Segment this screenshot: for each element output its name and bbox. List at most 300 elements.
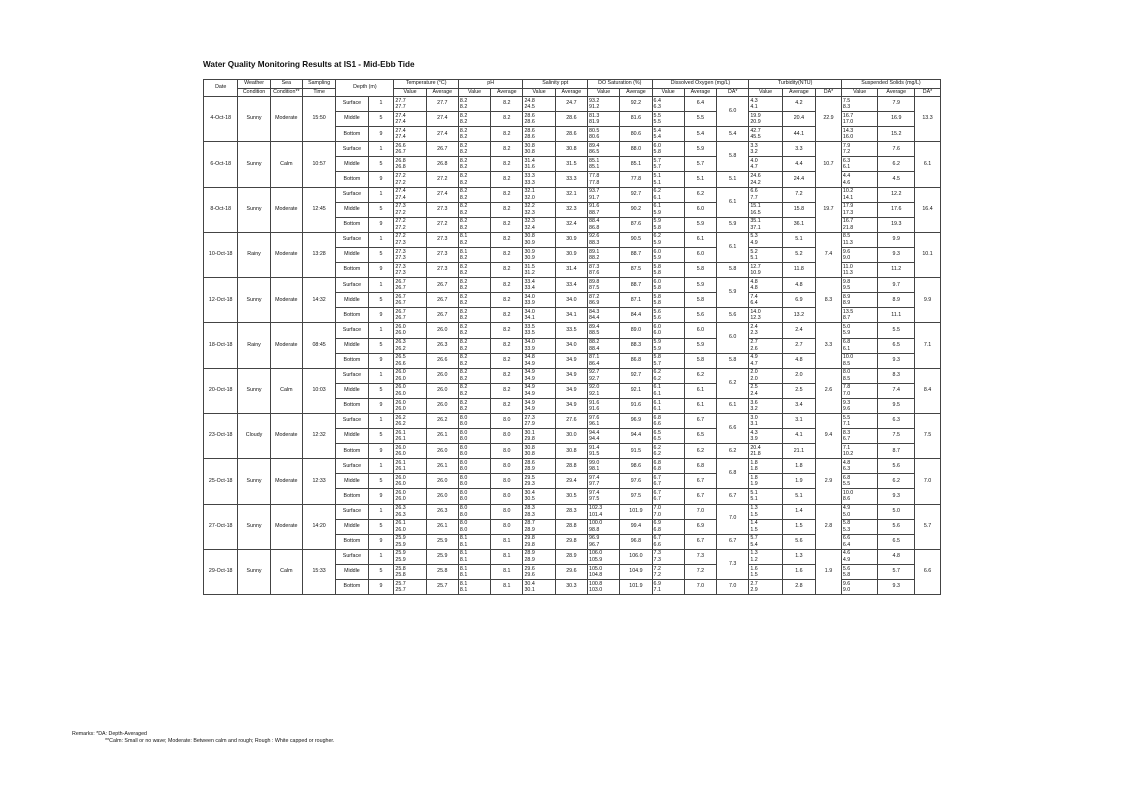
- ph-average: 8.0: [491, 444, 523, 459]
- salinity-average: 34.1: [555, 308, 587, 323]
- temperature-values: [394, 474, 426, 489]
- ph-values-reading-1: 8.2: [459, 278, 468, 285]
- ph-values: [458, 142, 490, 157]
- layer-name-cell: Surface: [336, 278, 368, 293]
- dissolved-oxygen-values-reading-2: 6.2: [653, 451, 661, 458]
- dissolved-oxygen-values: [652, 549, 684, 564]
- salinity-values-reading-2: 33.9: [524, 300, 535, 307]
- salinity-average: 30.8: [555, 142, 587, 157]
- do-saturation-values-reading-2: 91.6: [589, 405, 600, 412]
- sampling-time-cell: 10:57: [302, 142, 335, 187]
- suspended-solids-average: 6.5: [878, 338, 915, 353]
- turbidity-values-reading-2: 7.7: [750, 194, 758, 201]
- temperature-average: 25.9: [426, 549, 458, 564]
- do-saturation-average: 91.6: [620, 398, 652, 413]
- suspended-solids-values-reading-1: 8.9: [842, 293, 851, 300]
- dissolved-oxygen-values-reading-2: 5.8: [653, 285, 661, 292]
- header-date: Date: [204, 80, 238, 97]
- subheader-turb-value: Value: [749, 88, 782, 97]
- do-saturation-average: 87.5: [620, 263, 652, 278]
- suspended-solids-values: [841, 202, 878, 217]
- do-saturation-values-reading-2: 88.4: [589, 345, 600, 352]
- depth-cell: 5: [368, 112, 394, 127]
- do-saturation-values: [588, 293, 620, 308]
- do-saturation-average: 77.8: [620, 172, 652, 187]
- layer-name-cell: Bottom: [336, 127, 368, 142]
- header-sampling-2: Time: [302, 88, 335, 97]
- temperature-values: [394, 217, 426, 232]
- do-saturation-average: 106.0: [620, 549, 652, 564]
- salinity-values: [523, 534, 555, 549]
- turbidity-values-reading-1: 4.0: [750, 158, 758, 165]
- dissolved-oxygen-average: 6.9: [684, 519, 716, 534]
- layer-name-cell: Surface: [336, 413, 368, 428]
- date-cell: 8-Oct-18: [204, 187, 238, 232]
- turbidity-da: 10.7: [816, 142, 842, 187]
- ph-values: [458, 474, 490, 489]
- suspended-solids-average: 8.9: [878, 293, 915, 308]
- suspended-solids-values-reading-1: 4.9: [842, 505, 851, 512]
- suspended-solids-da: 9.9: [915, 278, 941, 323]
- ph-average: 8.0: [491, 489, 523, 504]
- salinity-values: [523, 353, 555, 368]
- suspended-solids-values-reading-1: 7.8: [842, 384, 851, 391]
- layer-name-cell: Middle: [336, 564, 368, 579]
- turbidity-values-reading-1: 4.3: [750, 97, 758, 104]
- header-sampling-1: Sampling: [302, 80, 335, 89]
- ph-average: 8.2: [491, 112, 523, 127]
- do-saturation-average: 96.8: [620, 534, 652, 549]
- temperature-values-reading-1: 26.0: [395, 369, 406, 376]
- suspended-solids-values-reading-2: 8.5: [842, 375, 851, 382]
- do-saturation-average: 85.1: [620, 157, 652, 172]
- ph-values-reading-1: 8.2: [459, 127, 468, 134]
- turbidity-average: 4.1: [782, 429, 815, 444]
- turbidity-values-reading-1: 4.8: [750, 278, 758, 285]
- suspended-solids-values: [841, 97, 878, 112]
- turbidity-da: 8.3: [816, 278, 842, 323]
- suspended-solids-values-reading-1: 8.0: [842, 369, 851, 376]
- sea-condition-cell: Calm: [270, 368, 302, 413]
- sampling-time-cell: 12:33: [302, 459, 335, 504]
- subheader-dos-average: Average: [620, 88, 652, 97]
- do-saturation-values-reading-1: 92.0: [589, 384, 600, 391]
- sampling-time-cell: 08:45: [302, 323, 335, 368]
- dissolved-oxygen-average: 6.2: [684, 368, 716, 383]
- ph-values-reading-2: 8.2: [459, 345, 468, 352]
- ph-values-reading-1: 8.2: [459, 293, 468, 300]
- do-saturation-values-reading-2: 80.6: [589, 134, 600, 141]
- ph-values-reading-1: 8.0: [459, 520, 468, 527]
- temperature-values: [394, 232, 426, 247]
- temperature-average: 26.6: [426, 353, 458, 368]
- turbidity-values: [749, 202, 782, 217]
- do-saturation-average: 90.2: [620, 202, 652, 217]
- header-dissolved-oxygen: Dissolved Oxygen (mg/L): [652, 80, 749, 89]
- do-saturation-values: [588, 474, 620, 489]
- temperature-values-reading-1: 25.9: [395, 535, 406, 542]
- salinity-values: [523, 489, 555, 504]
- dissolved-oxygen-values: [652, 278, 684, 293]
- dissolved-oxygen-values: [652, 202, 684, 217]
- do-saturation-values-reading-1: 89.4: [589, 324, 600, 331]
- sampling-time-cell: 12:32: [302, 413, 335, 458]
- layer-name-cell: Bottom: [336, 263, 368, 278]
- suspended-solids-values-reading-1: 7.1: [842, 444, 851, 451]
- weather-cell: Sunny: [238, 97, 270, 142]
- turbidity-da: 9.4: [816, 413, 842, 458]
- turbidity-values: [749, 127, 782, 142]
- temperature-values: [394, 338, 426, 353]
- salinity-average: 33.4: [555, 278, 587, 293]
- layer-name-cell: Middle: [336, 474, 368, 489]
- ph-values: [458, 534, 490, 549]
- suspended-solids-values: [841, 580, 878, 595]
- salinity-values-reading-1: 34.0: [524, 293, 535, 300]
- date-cell: 6-Oct-18: [204, 142, 238, 187]
- salinity-values-reading-2: 24.5: [524, 104, 535, 111]
- subheader-turb-average: Average: [782, 88, 815, 97]
- date-cell: 27-Oct-18: [204, 504, 238, 549]
- depth-cell: 5: [368, 429, 394, 444]
- suspended-solids-values-reading-1: 7.9: [842, 142, 851, 149]
- dissolved-oxygen-average: 5.9: [684, 278, 716, 293]
- salinity-average: 30.9: [555, 247, 587, 262]
- sampling-time-cell: 13:28: [302, 232, 335, 277]
- ph-average: 8.2: [491, 172, 523, 187]
- turbidity-average: 3.1: [782, 413, 815, 428]
- turbidity-values-reading-1: 3.3: [750, 142, 758, 149]
- temperature-average: 27.4: [426, 112, 458, 127]
- do-saturation-values-reading-2: 88.2: [589, 254, 600, 261]
- ph-values-reading-2: 8.2: [459, 375, 468, 382]
- salinity-average: 29.8: [555, 534, 587, 549]
- dissolved-oxygen-average: 6.0: [684, 323, 716, 338]
- dissolved-oxygen-values-reading-2: 6.6: [653, 541, 661, 548]
- turbidity-average: 44.1: [782, 127, 815, 142]
- do-saturation-values: [588, 580, 620, 595]
- ph-average: 8.2: [491, 308, 523, 323]
- suspended-solids-average: 9.5: [878, 398, 915, 413]
- sea-condition-cell: Moderate: [270, 504, 302, 549]
- dissolved-oxygen-values-reading-2: 5.5: [653, 119, 661, 126]
- turbidity-average: 6.9: [782, 293, 815, 308]
- weather-cell: Cloudy: [238, 413, 270, 458]
- temperature-average: 27.4: [426, 187, 458, 202]
- turbidity-average: 4.8: [782, 278, 815, 293]
- ph-values-reading-2: 8.0: [459, 496, 468, 503]
- depth-cell: 1: [368, 97, 394, 112]
- turbidity-values: [749, 504, 782, 519]
- suspended-solids-values-reading-1: 10.0: [842, 490, 854, 497]
- ph-values: [458, 429, 490, 444]
- temperature-values-reading-2: 26.0: [395, 405, 406, 412]
- subheader-turb-da: DA*: [816, 88, 842, 97]
- water-quality-table: [203, 79, 941, 595]
- dissolved-oxygen-average: 6.1: [684, 398, 716, 413]
- suspended-solids-values: [841, 278, 878, 293]
- do-saturation-values-reading-2: 86.9: [589, 300, 600, 307]
- dissolved-oxygen-values-reading-2: 6.0: [653, 330, 661, 337]
- temperature-values-reading-2: 27.2: [395, 224, 406, 231]
- temperature-values-reading-2: 26.2: [395, 421, 406, 428]
- salinity-values-reading-2: 30.9: [524, 254, 535, 261]
- ph-average: 8.2: [491, 383, 523, 398]
- temperature-values: [394, 519, 426, 534]
- depth-cell: 1: [368, 504, 394, 519]
- do-saturation-values-reading-1: 89.8: [589, 278, 600, 285]
- depth-cell: 9: [368, 398, 394, 413]
- dissolved-oxygen-average: 6.0: [684, 202, 716, 217]
- ph-values: [458, 564, 490, 579]
- do-saturation-average: 90.5: [620, 232, 652, 247]
- salinity-average: 34.0: [555, 293, 587, 308]
- do-saturation-values: [588, 368, 620, 383]
- temperature-values: [394, 429, 426, 444]
- salinity-average: 34.9: [555, 368, 587, 383]
- salinity-values: [523, 142, 555, 157]
- do-saturation-values-reading-1: 105.0: [589, 565, 603, 572]
- do-saturation-values: [588, 549, 620, 564]
- dissolved-oxygen-values-reading-1: 5.9: [653, 218, 661, 225]
- turbidity-values-reading-2: 12.3: [750, 315, 761, 322]
- suspended-solids-values: [841, 519, 878, 534]
- header-sea-2: Condition**: [270, 88, 302, 97]
- ph-values: [458, 187, 490, 202]
- dissolved-oxygen-values-reading-2: 5.8: [653, 300, 661, 307]
- turbidity-da: 7.4: [816, 232, 842, 277]
- salinity-values-reading-2: 33.3: [524, 179, 535, 186]
- salinity-values-reading-2: 28.9: [524, 466, 535, 473]
- dissolved-oxygen-values-reading-1: 5.1: [653, 173, 661, 180]
- header-suspended-solids: Suspended Solids (mg/L): [841, 80, 940, 89]
- sea-condition-cell: Calm: [270, 142, 302, 187]
- layer-name-cell: Bottom: [336, 353, 368, 368]
- temperature-values-reading-2: 27.3: [395, 239, 406, 246]
- temperature-average: 26.7: [426, 293, 458, 308]
- ph-average: 8.2: [491, 263, 523, 278]
- do-saturation-values-reading-2: 98.1: [589, 466, 600, 473]
- dissolved-oxygen-average: 6.7: [684, 534, 716, 549]
- date-cell: 4-Oct-18: [204, 97, 238, 142]
- suspended-solids-values-reading-2: 9.5: [842, 285, 851, 292]
- ph-values-reading-2: 8.2: [459, 179, 468, 186]
- turbidity-values-reading-1: 35.1: [750, 218, 761, 225]
- turbidity-values-reading-1: 1.4: [750, 520, 758, 527]
- turbidity-values-reading-1: 2.7: [750, 580, 758, 587]
- dissolved-oxygen-values-reading-1: 6.7: [653, 474, 661, 481]
- ph-values-reading-1: 8.0: [459, 459, 468, 466]
- ph-values: [458, 157, 490, 172]
- suspended-solids-values: [841, 549, 878, 564]
- date-cell: 23-Oct-18: [204, 413, 238, 458]
- turbidity-da: 1.9: [816, 549, 842, 594]
- ph-values-reading-2: 8.0: [459, 466, 468, 473]
- salinity-values: [523, 580, 555, 595]
- dissolved-oxygen-bottom-da: 6.7: [717, 489, 749, 504]
- do-saturation-values-reading-1: 89.4: [589, 142, 600, 149]
- dissolved-oxygen-average: 7.2: [684, 564, 716, 579]
- ph-average: 8.2: [491, 187, 523, 202]
- dissolved-oxygen-values-reading-1: 6.9: [653, 580, 661, 587]
- ph-values-reading-2: 8.1: [459, 587, 468, 594]
- suspended-solids-values: [841, 172, 878, 187]
- dissolved-oxygen-values: [652, 247, 684, 262]
- suspended-solids-average: 5.6: [878, 519, 915, 534]
- dissolved-oxygen-values-reading-2: 6.7: [653, 496, 661, 503]
- suspended-solids-values: [841, 383, 878, 398]
- ph-values-reading-1: 8.2: [459, 263, 468, 270]
- suspended-solids-values-reading-2: 16.0: [842, 134, 854, 141]
- suspended-solids-values-reading-1: 16.7: [842, 112, 854, 119]
- dissolved-oxygen-values: [652, 398, 684, 413]
- dissolved-oxygen-values: [652, 489, 684, 504]
- ph-values-reading-2: 8.2: [459, 270, 468, 277]
- temperature-values: [394, 368, 426, 383]
- do-saturation-average: 89.0: [620, 323, 652, 338]
- do-saturation-values: [588, 308, 620, 323]
- turbidity-values: [749, 444, 782, 459]
- salinity-values-reading-1: 28.6: [524, 459, 535, 466]
- salinity-values-reading-2: 34.9: [524, 405, 535, 412]
- ph-values-reading-1: 8.0: [459, 414, 468, 421]
- ph-values-reading-1: 8.2: [459, 97, 468, 104]
- temperature-values-reading-1: 26.0: [395, 444, 406, 451]
- temperature-values-reading-2: 26.7: [395, 300, 406, 307]
- do-saturation-average: 91.5: [620, 444, 652, 459]
- salinity-values-reading-1: 33.4: [524, 278, 535, 285]
- salinity-values-reading-1: 30.1: [524, 429, 535, 436]
- dissolved-oxygen-values-reading-2: 5.6: [653, 315, 661, 322]
- subheader-do-da: DA*: [717, 88, 749, 97]
- salinity-values-reading-1: 29.8: [524, 535, 535, 542]
- temperature-values-reading-2: 26.0: [395, 451, 406, 458]
- salinity-average: 24.7: [555, 97, 587, 112]
- do-saturation-average: 87.6: [620, 217, 652, 232]
- dissolved-oxygen-values: [652, 293, 684, 308]
- ph-values-reading-1: 8.2: [459, 173, 468, 180]
- ph-values-reading-1: 8.1: [459, 565, 468, 572]
- temperature-values-reading-2: 27.4: [395, 134, 406, 141]
- do-saturation-values-reading-2: 77.8: [589, 179, 600, 186]
- do-saturation-values-reading-1: 84.3: [589, 308, 600, 315]
- depth-cell: 9: [368, 308, 394, 323]
- dissolved-oxygen-values-reading-2: 6.1: [653, 405, 661, 412]
- turbidity-da: 19.7: [816, 187, 842, 232]
- ph-average: 8.2: [491, 278, 523, 293]
- temperature-values-reading-2: 26.6: [395, 360, 406, 367]
- temperature-values: [394, 353, 426, 368]
- ph-average: 8.2: [491, 293, 523, 308]
- suspended-solids-values: [841, 293, 878, 308]
- ph-values-reading-2: 8.2: [459, 209, 468, 216]
- suspended-solids-values-reading-2: 5.9: [842, 330, 851, 337]
- salinity-values-reading-2: 34.1: [524, 315, 535, 322]
- do-saturation-values-reading-2: 85.1: [589, 164, 600, 171]
- ph-values-reading-2: 8.2: [459, 224, 468, 231]
- ph-values-reading-1: 8.2: [459, 158, 468, 165]
- temperature-average: 27.3: [426, 202, 458, 217]
- ph-average: 8.0: [491, 413, 523, 428]
- turbidity-average: 1.9: [782, 474, 815, 489]
- ph-values-reading-2: 8.2: [459, 104, 468, 111]
- dissolved-oxygen-da: 5.8: [717, 142, 749, 172]
- turbidity-values-reading-2: 10.9: [750, 270, 761, 277]
- suspended-solids-average: 7.4: [878, 383, 915, 398]
- temperature-values-reading-2: 26.7: [395, 285, 406, 292]
- turbidity-values-reading-2: 4.7: [750, 164, 758, 171]
- salinity-values-reading-1: 34.0: [524, 308, 535, 315]
- ph-average: 8.1: [491, 549, 523, 564]
- sea-condition-cell: Moderate: [270, 323, 302, 368]
- temperature-values-reading-1: 26.1: [395, 520, 406, 527]
- salinity-values-reading-2: 28.9: [524, 526, 535, 533]
- temperature-values-reading-1: 26.5: [395, 354, 406, 361]
- dissolved-oxygen-values-reading-2: 5.9: [653, 254, 661, 261]
- dissolved-oxygen-average: 6.5: [684, 429, 716, 444]
- date-cell: 25-Oct-18: [204, 459, 238, 504]
- temperature-average: 25.9: [426, 534, 458, 549]
- turbidity-values-reading-2: 5.1: [750, 254, 758, 261]
- dissolved-oxygen-values-reading-1: 6.5: [653, 429, 661, 436]
- salinity-values-reading-2: 31.6: [524, 164, 535, 171]
- temperature-values-reading-2: 26.0: [395, 375, 406, 382]
- do-saturation-values-reading-1: 92.7: [589, 369, 600, 376]
- ph-values: [458, 112, 490, 127]
- suspended-solids-values-reading-1: 5.5: [842, 414, 851, 421]
- dissolved-oxygen-average: 6.1: [684, 383, 716, 398]
- suspended-solids-values-reading-1: 4.8: [842, 459, 851, 466]
- turbidity-average: 1.5: [782, 519, 815, 534]
- salinity-values-reading-2: 28.9: [524, 556, 535, 563]
- depth-cell: 5: [368, 157, 394, 172]
- suspended-solids-average: 7.6: [878, 142, 915, 157]
- do-saturation-values-reading-2: 91.5: [589, 451, 600, 458]
- depth-cell: 9: [368, 534, 394, 549]
- turbidity-values-reading-2: 3.9: [750, 436, 758, 443]
- dissolved-oxygen-bottom-da: 5.9: [717, 217, 749, 232]
- ph-values-reading-1: 8.2: [459, 188, 468, 195]
- ph-average: 8.2: [491, 368, 523, 383]
- suspended-solids-da: 6.6: [915, 549, 941, 594]
- dissolved-oxygen-values-reading-2: 7.1: [653, 587, 661, 594]
- temperature-values-reading-2: 27.3: [395, 254, 406, 261]
- temperature-values: [394, 323, 426, 338]
- header-row-1: [204, 80, 941, 89]
- temperature-values: [394, 97, 426, 112]
- dissolved-oxygen-average: 5.9: [684, 217, 716, 232]
- layer-name-cell: Middle: [336, 519, 368, 534]
- dissolved-oxygen-values: [652, 504, 684, 519]
- dissolved-oxygen-values: [652, 217, 684, 232]
- turbidity-values: [749, 413, 782, 428]
- salinity-values-reading-1: 28.3: [524, 505, 535, 512]
- do-saturation-values: [588, 142, 620, 157]
- do-saturation-values-reading-1: 89.1: [589, 248, 600, 255]
- salinity-values-reading-2: 27.9: [524, 421, 535, 428]
- turbidity-values: [749, 112, 782, 127]
- salinity-average: 30.0: [555, 429, 587, 444]
- suspended-solids-da: 16.4: [915, 187, 941, 232]
- turbidity-values-reading-2: 24.2: [750, 179, 761, 186]
- layer-name-cell: Surface: [336, 368, 368, 383]
- temperature-values-reading-2: 27.4: [395, 119, 406, 126]
- suspended-solids-values-reading-2: 5.8: [842, 571, 851, 578]
- sea-condition-cell: Moderate: [270, 97, 302, 142]
- turbidity-average: 15.8: [782, 202, 815, 217]
- suspended-solids-average: 8.3: [878, 368, 915, 383]
- do-saturation-values-reading-2: 104.8: [589, 571, 603, 578]
